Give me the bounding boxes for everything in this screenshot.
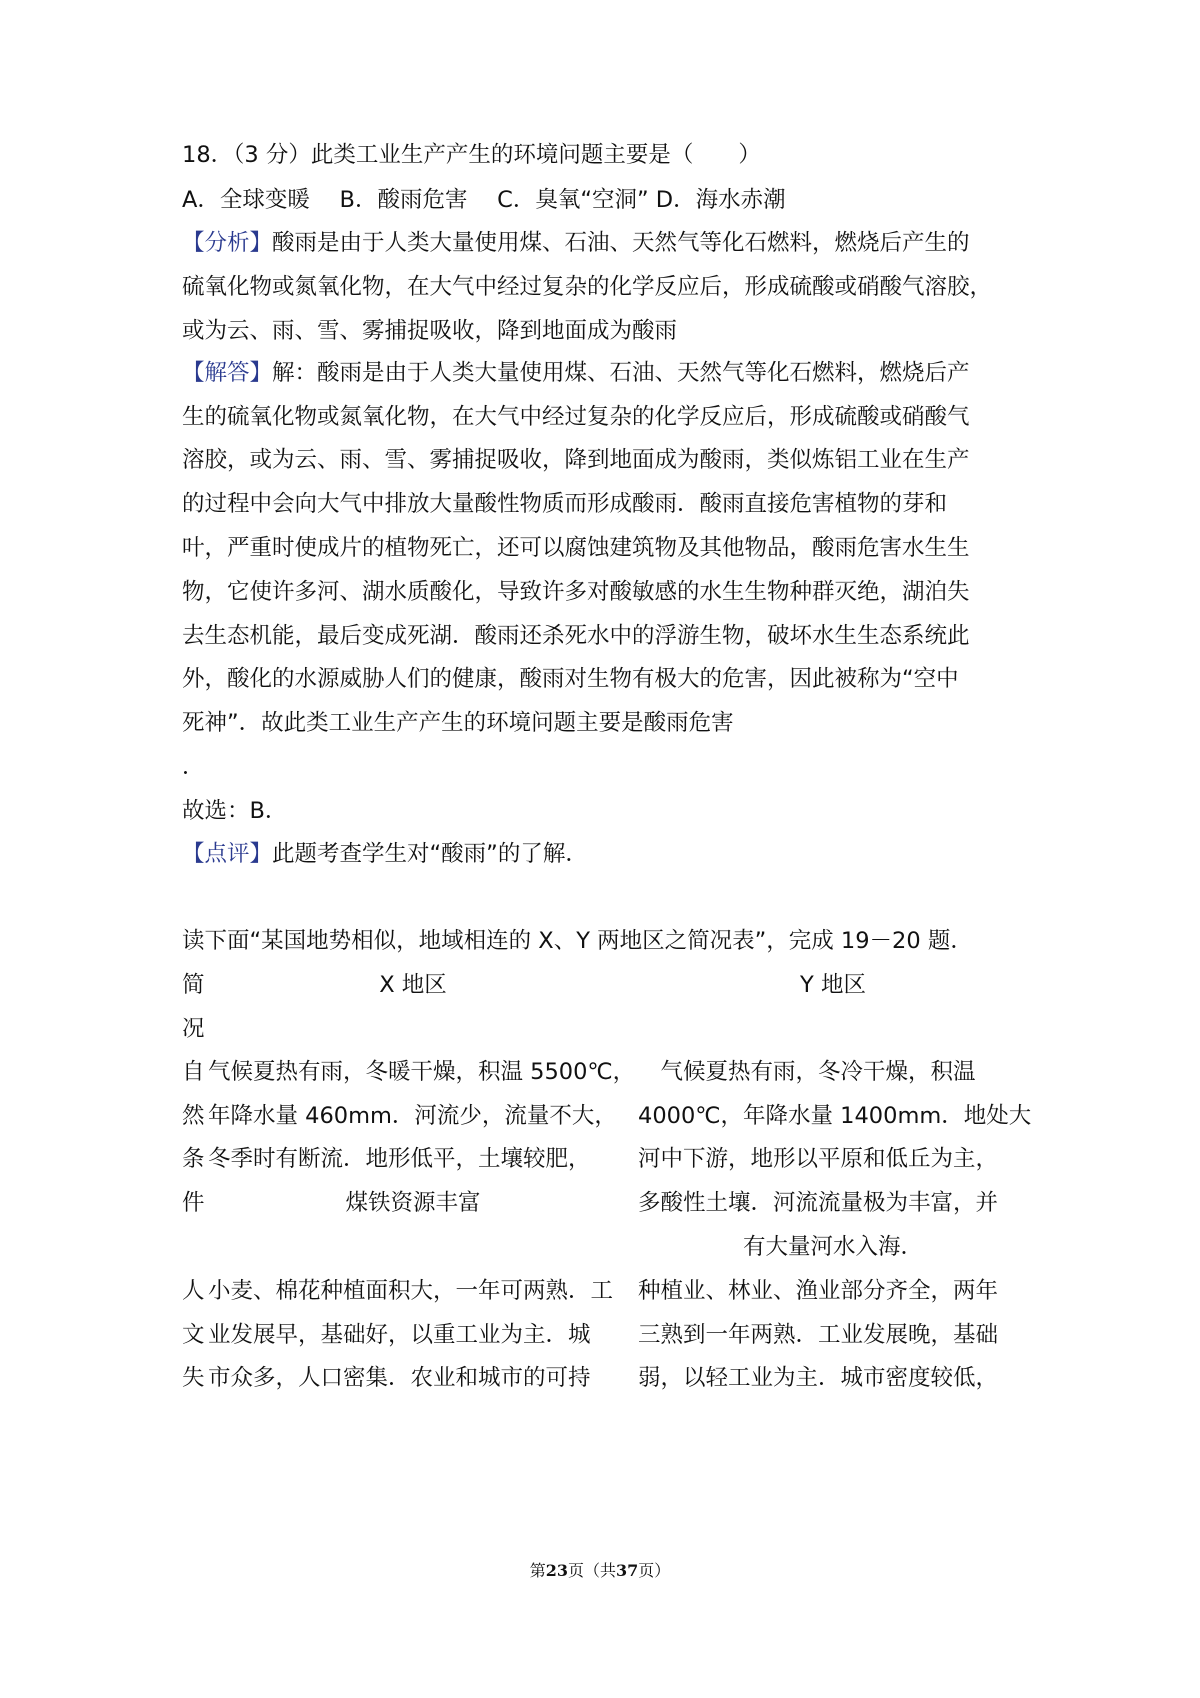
x-human-line-1: 小麦、棉花种植面积大，一年可两熟．工 bbox=[208, 1278, 614, 1304]
answer-dot: ． bbox=[182, 754, 205, 780]
x-nature-line-2: 年降水量 460mm．河流少，流量不大， bbox=[208, 1103, 617, 1129]
human-clip-3: 失 bbox=[182, 1365, 205, 1391]
x-nature-line-1: 气候夏热有雨，冬暖干燥，积温 5500℃， bbox=[208, 1059, 636, 1085]
x-human-line-3: 市众多，人口密集．农业和城市的可持 bbox=[208, 1365, 591, 1391]
answer-line-4: 的过程中会向大气中排放大量酸性物质而形成酸雨．酸雨直接危害植物的芽和 bbox=[182, 491, 948, 517]
y-nature-line-5: 有大量河水入海． bbox=[742, 1234, 923, 1260]
answer-line-2: 生的硫氧化物或氮氧化物，在大气中经过复杂的化学反应后，形成硫酸或硝酸气 bbox=[182, 404, 970, 430]
table-intro: 读下面“某国地势相似，地域相连的 X、Y 两地区之简况表”，完成 19－20 题． bbox=[182, 928, 973, 954]
x-nature-line-4: 煤铁资源丰富 bbox=[345, 1190, 481, 1216]
nature-clip-3: 条 bbox=[182, 1146, 205, 1172]
analysis-line-1: 【分析】酸雨是由于人类大量使用煤、石油、天然气等化石燃料，燃烧后产生的 bbox=[182, 230, 970, 256]
y-region-header: Y 地区 bbox=[800, 972, 866, 998]
comment-tag: 【点评】 bbox=[182, 841, 273, 867]
human-clip-2: 文 bbox=[182, 1322, 205, 1348]
answer-line-1: 【解答】解：酸雨是由于人类大量使用煤、石油、天然气等化石燃料，燃烧后产 bbox=[182, 360, 970, 386]
comment-line: 【点评】此题考查学生对“酸雨”的了解． bbox=[182, 841, 588, 867]
analysis-line-3: 或为云、雨、雪、雾捕捉吸收，降到地面成为酸雨 bbox=[182, 318, 678, 344]
x-region-header: X 地区 bbox=[379, 972, 447, 998]
y-human-line-2: 三熟到一年两熟．工业发展晚，基础 bbox=[638, 1322, 999, 1348]
y-nature-line-1: 气候夏热有雨，冬冷干燥，积温 bbox=[638, 1059, 976, 1085]
y-human-line-3: 弱，以轻工业为主．城市密度较低， bbox=[638, 1365, 999, 1391]
page-total: 37 bbox=[616, 1561, 639, 1580]
x-human-line-2: 业发展早，基础好，以重工业为主．城 bbox=[208, 1322, 591, 1348]
question-18-stem: 18．（3 分）此类工业生产产生的环境问题主要是（ ） bbox=[182, 142, 761, 168]
nature-clip-4: 件 bbox=[182, 1190, 205, 1216]
answer-line-9: 死神”．故此类工业生产产生的环境问题主要是酸雨危害 bbox=[182, 710, 734, 736]
y-nature-line-4: 多酸性土壤．河流流量极为丰富，并 bbox=[638, 1190, 999, 1216]
answer-line-8: 外，酸化的水源威胁人们的健康，酸雨对生物有极大的危害，因此被称为“空中 bbox=[182, 666, 959, 692]
nature-clip-1: 自 bbox=[182, 1059, 205, 1085]
y-human-line-1: 种植业、林业、渔业部分齐全，两年 bbox=[638, 1278, 999, 1304]
x-nature-line-3: 冬季时有断流．地形低平，土壤较肥， bbox=[208, 1146, 591, 1172]
y-nature-line-3: 河中下游，地形以平原和低丘为主， bbox=[638, 1146, 999, 1172]
answer-choice: 故选：B． bbox=[182, 798, 288, 824]
answer-line-5: 叶，严重时使成片的植物死亡，还可以腐蚀建筑物及其他物品，酸雨危害水生生 bbox=[182, 535, 970, 561]
analysis-tag: 【分析】 bbox=[182, 230, 273, 256]
question-18-options: A．全球变暖 B．酸雨危害 C．臭氧“空洞” D．海水赤潮 bbox=[182, 187, 786, 213]
y-nature-line-2: 4000℃，年降水量 1400mm．地处大 bbox=[638, 1103, 1032, 1129]
table-head-clip-1: 简 bbox=[182, 972, 205, 998]
answer-line-6: 物，它使许多河、湖水质酸化，导致许多对酸敏感的水生生物种群灭绝，湖泊失 bbox=[182, 579, 970, 605]
answer-line-7: 去生态机能，最后变成死湖．酸雨还杀死水中的浮游生物，破坏水生生态系统此 bbox=[182, 623, 970, 649]
human-clip-1: 人 bbox=[182, 1278, 205, 1304]
table-head-clip-2: 况 bbox=[182, 1016, 205, 1042]
page-number: 23 bbox=[545, 1561, 568, 1580]
nature-clip-2: 然 bbox=[182, 1103, 205, 1129]
page-footer: 第23页（共37页） bbox=[529, 1561, 671, 1580]
analysis-line-2: 硫氧化物或氮氧化物，在大气中经过复杂的化学反应后，形成硫酸或硝酸气溶胶， bbox=[182, 274, 993, 300]
answer-line-3: 溶胶，或为云、雨、雪、雾捕捉吸收，降到地面成为酸雨，类似炼铝工业在生产 bbox=[182, 447, 970, 473]
answer-tag: 【解答】 bbox=[182, 360, 273, 386]
